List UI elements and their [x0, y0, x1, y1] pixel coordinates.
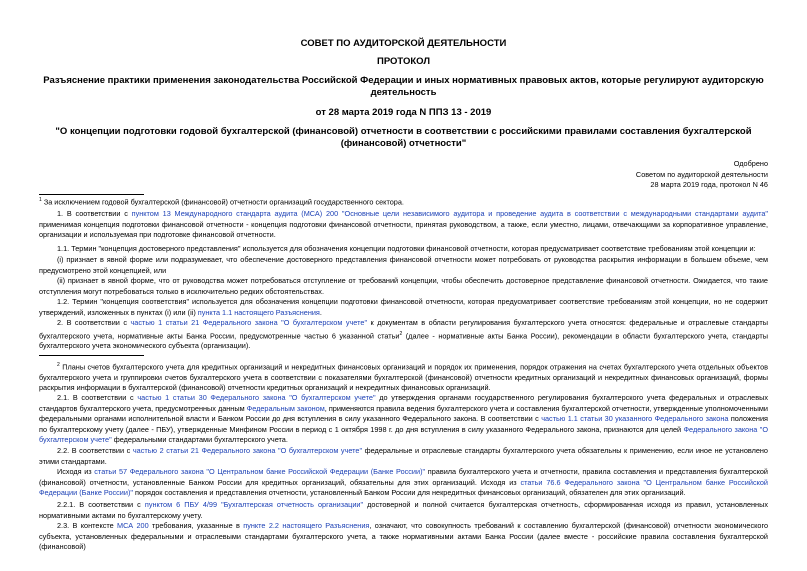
paragraph-2-1-text-d: положения по бухгалтерскому учету (далее - ПБУ), утвержденные Минфином России в период с 1 октября 1998 г. до дня вступления в силу указанного Федерального закона, признаются для целей — [39, 414, 768, 434]
paragraph-2-2-1-text-a: 2.2.1. В соответствии с — [57, 500, 145, 509]
org-title: СОВЕТ ПО АУДИТОРСКОЙ ДЕЯТЕЛЬНОСТИ — [300, 38, 507, 49]
paragraph-2-2-b-text-b: правила бухгалтерского учета и отчетности, правила составления и представления бухгалтерской (финансовой) отчетности, установленные Банком России для кредитных организаций, обязательны для этих организаций. Исходя из — [39, 467, 768, 487]
paragraph-2-3-text-b: требования, указанные в — [148, 521, 244, 530]
paragraph-2 — [39, 318, 768, 352]
link-law-art21-part2[interactable]: частью 2 статьи 21 Федерального закона "О бухгалтерском учете" — [132, 446, 363, 455]
paragraph-2-3 — [39, 521, 768, 553]
approval-line-2: Советом по аудиторской деятельности — [635, 169, 768, 179]
paragraph-1-1: 1.1. Термин "концепция достоверного представления" используется для обозначения концепции подготовки финансовой отчетности, которая предусматривает соответствие требованиям этой концепции и: — [57, 244, 756, 253]
paragraph-1-2 — [39, 297, 768, 318]
paragraph-2-2 — [39, 446, 768, 467]
paragraph-1 — [39, 209, 768, 241]
approval-line-1: Одобрено — [733, 159, 768, 168]
footnote-1-marker: 1 — [39, 197, 42, 203]
link-cb-law-art76-6[interactable]: статьи 76.6 Федерального закона "О Центральном банке Российской Федерации (Банке России)" — [39, 477, 768, 497]
paragraph-2-2-b-text-a: Исходя из — [57, 467, 95, 476]
footnote-2-marker: 2 — [57, 362, 60, 368]
footnote-1-text: За исключением годовой бухгалтерской (финансовой) отчетности организаций государственного сектора. — [43, 197, 404, 207]
footnote-2 — [39, 360, 768, 394]
paragraph-2-3-text-c: , означают, что совокупность требований к составлению бухгалтерской (финансовой) отчетности экономического субъекта, установленных федеральными и отраслевыми стандартами бухгалтерского учета, а также нормативными актами Банка России (далее вместе - российские правила составления бухгалтерской (финансовой) — [39, 521, 769, 551]
paragraph-2-2-b — [39, 467, 768, 499]
paragraph-2-1-text-b: до утверждения органами государственного регулирования бухгалтерского учета федеральных и отраслевых стандартов бухгалтерского учета, предусмотренных данным — [39, 393, 768, 413]
link-law-art30-part1[interactable]: частью 1 статьи 30 Федерального закона "О бухгалтерском учете" — [137, 393, 376, 402]
paragraph-2-2-1 — [39, 500, 768, 521]
link-clause-1-1[interactable]: пункта 1.1 настоящего Разъяснения — [197, 307, 320, 317]
paragraph-2-1-text-a: 2.1. В соответствии с — [57, 393, 138, 402]
paragraph-1-text-b: применимая концепция подготовки финансовой отчетности - концепция подготовки финансовой отчетности, принятая руководством, а также, если уместно, лицами, отвечающими за корпоративное управление, организации и используемая при подготовке финансовой отчетности. — [39, 219, 768, 239]
paragraph-1-1-ii: (ii) признает в явной форме, что от руководства может потребоваться отступление от требований концепции, чтобы обеспечить достоверное представление финансовой отчетности. Ожидается, что такие отступления могут потребоваться только в исключительно редких обстоятельствах. — [39, 276, 768, 296]
paragraph-1-2-text-b: . — [319, 307, 322, 317]
link-cb-law-art57[interactable]: статьи 57 Федерального закона "О Центральном банке Российской Федерации (Банке России)" — [94, 467, 426, 476]
paragraph-2-2-text-b: федеральные и отраслевые стандарты бухгалтерского учета обязательны к применению, если иное не установлено этими стандартами. — [39, 446, 768, 466]
approval-block — [568, 159, 768, 191]
doc-type-title: ПРОТОКОЛ — [376, 56, 430, 67]
link-law-art21-part1[interactable]: частью 1 статьи 21 Федерального закона "О бухгалтерском учете" — [130, 318, 368, 327]
footnote-divider-2 — [39, 355, 144, 356]
paragraph-2-3-text-a: 2.3. В контексте — [57, 521, 118, 530]
paragraph-2-text-b: к документам в области регулирования бухгалтерского учета относятся: федеральные и отраслевые стандарты бухгалтерского учета, нормативные акты Банка России, предусмотренные частью 6 указанной статьи — [39, 318, 768, 340]
link-federal-law[interactable]: Федеральным законом — [246, 403, 325, 413]
link-law-art30-part1-1[interactable]: частью 1.1 статьи 30 указанного Федерального закона — [541, 414, 729, 423]
paragraph-2-2-1-text-b: достоверной и полной считается бухгалтерская отчетность, сформированная исходя из правил, установленных нормативными актами по бухгалтерскому учету. — [39, 500, 768, 520]
link-clause-2-2[interactable]: пункте 2.2 настоящего Разъяснения — [243, 521, 370, 530]
paragraph-2-1-text-c: , применяются правила ведения бухгалтерского учета и составления бухгалтерской отчетности, утвержденные уполномоченными федеральными органами исполнительной власти и Банком России до дня вступления в силу указанного Федерального закона. В соответствии с — [39, 403, 768, 423]
link-pbu-4-99[interactable]: пунктом 6 ПБУ 4/99 "Бухгалтерская отчетность организации" — [144, 500, 364, 509]
doc-date-number: от 28 марта 2019 года N ППЗ 13 - 2019 — [315, 107, 492, 118]
paragraph-2-1-text-e: федеральными стандартами бухгалтерского учета. — [111, 435, 288, 444]
link-law-accounting[interactable]: Федерального закона "О бухгалтерском учете" — [39, 424, 768, 444]
paragraph-1-2-text-a: 1.2. Термин "концепция соответствия" используется для обозначения концепции подготовки финансовой отчетности, которая предусматривает соответствие требованиям этой концепции, но не содержит утверждений, изложенных в пунктах (i) или (ii) — [39, 297, 768, 317]
link-msa-200[interactable]: МСА 200 — [117, 521, 149, 530]
paragraph-1-1-i: (i) признает в явной форме или подразумевает, что обеспечение достоверного представления финансовой отчетности может потребовать от руководства раскрытия информации в большем объеме, чем предусмотрено этой концепцией, или — [39, 255, 768, 275]
link-msa-200-p13[interactable]: пунктом 13 Международного стандарта аудита (МСА) 200 "Основные цели независимого аудитора и проведение аудита в соответствии с международными стандартами аудита" — [131, 209, 768, 218]
paragraph-2-1 — [39, 393, 768, 446]
footnote-2-text: Планы счетов бухгалтерского учета для кредитных организаций и некредитных финансовых организаций и порядок их применения, порядок отражения на счетах бухгалтерского учета отдельных объектов бухгалтерского учета и группировки счетов бухгалтерского учета в соответствии с показателями бухгалтерской (финансовой) отчетности кредитных организаций и некредитных финансовых организаций, формы раскрытия информации в бухгалтерской (финансовой) отчетности кредитных организаций и некредитных финансовых организаций. — [39, 362, 769, 393]
paragraph-2-2-text-a: 2.2. В соответствии с — [57, 446, 133, 455]
paragraph-2-2-b-text-c: порядок составления и представления отчетности, установленный Банком России для некредитных финансовых организаций, обязателен для этих организаций. — [132, 488, 686, 497]
paragraph-2-text-a: 2. В соответствии с — [57, 318, 131, 327]
paragraph-2-text-c: (далее - нормативные акты Банка России), рекомендации в области бухгалтерского учета, стандарты бухгалтерского учета экономического субъекта (организации). — [39, 330, 769, 351]
approval-line-3: 28 марта 2019 года, протокол N 46 — [650, 180, 768, 189]
footnote-2-ref: 2 — [399, 330, 403, 337]
footnote-1 — [39, 195, 768, 208]
paragraph-1-text-a: 1. В соответствии с — [57, 209, 132, 218]
doc-subtitle: Разъяснение практики применения законодательства Российской Федерации и иных нормативных правовых актов, которые регулируют аудиторскую деятельность — [43, 75, 764, 98]
doc-title: "О концепции подготовки годовой бухгалтерской (финансовой) отчетности в соответствии с российскими правилами составления бухгалтерской (финансовой) отчетности" — [55, 126, 752, 149]
